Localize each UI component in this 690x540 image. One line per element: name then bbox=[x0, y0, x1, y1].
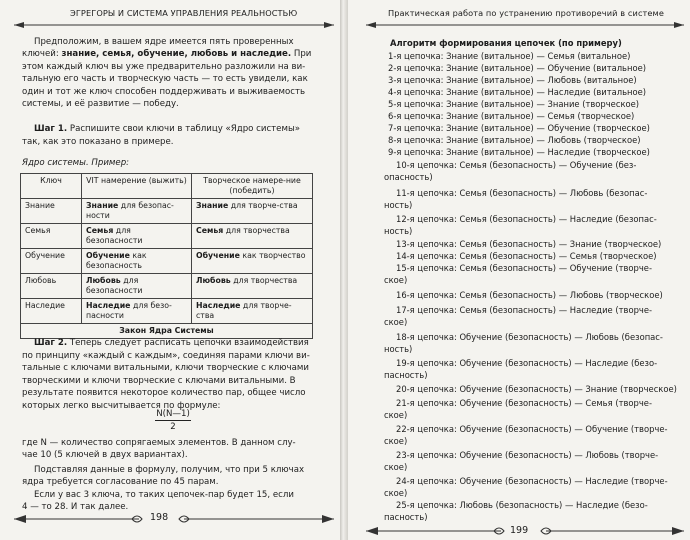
chain-line: ское) bbox=[384, 462, 408, 472]
row-creative: Любовь для творчества bbox=[191, 274, 312, 299]
chain-line: 11-я цепочка: Семья (безопасность) — Любовь (безопас- bbox=[396, 188, 648, 198]
row-creative: Обучение как творчество bbox=[191, 249, 312, 274]
step1-line2: так, как это показано в примере. bbox=[22, 137, 174, 147]
header-ornament-rule bbox=[14, 20, 334, 30]
header-ornament-rule bbox=[366, 20, 684, 30]
row-vit: Семья для безопасности bbox=[82, 224, 192, 249]
row-vit: Обучение как безопасность bbox=[82, 249, 192, 274]
chain-line: ское) bbox=[384, 275, 408, 285]
para1-line3: этом каждый ключ вы уже предварительно разложили на ви- bbox=[22, 62, 306, 72]
chain-line: пасность) bbox=[384, 370, 428, 380]
table-row bbox=[21, 299, 313, 324]
step1-line1: Шаг 1. Распишите свои ключи в таблицу «Ядро системы» bbox=[34, 124, 300, 134]
after1-line1: где N — количество сопрягаемых элементов. В данном слу- bbox=[22, 438, 296, 448]
chain-line: 12-я цепочка: Семья (безопасность) — Наследие (безопас- bbox=[396, 214, 657, 224]
page-number-left: 198 bbox=[150, 512, 169, 523]
row-creative: Семья для творчества bbox=[191, 224, 312, 249]
row-vit: Наследие для безо-пасности bbox=[82, 299, 192, 324]
row-key: Обучение bbox=[21, 249, 82, 274]
table-row bbox=[21, 199, 313, 224]
chain-line: 24-я цепочка: Обучение (безопасность) — Наследие (творче- bbox=[396, 476, 668, 486]
row-creative: Знание для творче-ства bbox=[191, 199, 312, 224]
step2-line4: творческими и ключи творческие с ключами витальными. В bbox=[22, 376, 296, 386]
step2-line1: Шаг 2. Теперь следует расписать цепочки взаимодействия bbox=[34, 338, 309, 348]
chain-line: 25-я цепочка: Любовь (безопасность) — Наследие (безо- bbox=[396, 500, 648, 510]
para1-line4: тальную его часть и творческую часть — то есть увидели, как bbox=[22, 74, 308, 84]
table-header-row bbox=[21, 174, 313, 199]
para1-line1: Предположим, в вашем ядре имеется пять проверенных bbox=[34, 37, 294, 47]
row-key: Семья bbox=[21, 224, 82, 249]
running-head-left: ЭГРЕГОРЫ И СИСТЕМА УПРАВЛЕНИЯ РЕАЛЬНОСТЬЮ bbox=[70, 8, 298, 18]
after3-line1: Если у вас 3 ключа, то таких цепочек-пар будет 15, если bbox=[34, 490, 294, 500]
left-page bbox=[0, 0, 340, 540]
row-vit: Знание для безопас-ности bbox=[82, 199, 192, 224]
para1-line2: ключей: знание, семья, обучение, любовь и наследие. При bbox=[22, 49, 312, 59]
chain-line: пасность) bbox=[384, 512, 428, 522]
chain-line: 6-я цепочка: Знание (витальное) — Семья (творческое) bbox=[388, 111, 635, 121]
chain-line: 3-я цепочка: Знание (витальное) — Любовь (витальное) bbox=[388, 75, 637, 85]
chain-line: 19-я цепочка: Обучение (безопасность) — Наследие (безо- bbox=[396, 358, 658, 368]
core-system-table bbox=[20, 173, 313, 339]
chain-line: 1-я цепочка: Знание (витальное) — Семья (витальное) bbox=[388, 51, 631, 61]
after3-line2: 4 — то 28. И так далее. bbox=[22, 502, 129, 512]
footer-ornament-rule bbox=[14, 512, 334, 526]
algorithm-title: Алгоритм формирования цепочек (по примеру) bbox=[390, 38, 622, 48]
table-row bbox=[21, 274, 313, 299]
row-vit: Любовь для безопасности bbox=[82, 274, 192, 299]
after2-line1: Подставляя данные в формулу, получим, что при 5 ключах bbox=[34, 465, 305, 475]
chain-line: 10-я цепочка: Семья (безопасность) — Обучение (без- bbox=[396, 160, 637, 170]
para1-line5: один и тот же ключ способен поддерживать и выживаемость bbox=[22, 87, 306, 97]
chain-line: ское) bbox=[384, 410, 408, 420]
chain-line: 8-я цепочка: Знание (витальное) — Любовь (творческое) bbox=[388, 135, 641, 145]
chain-line: 13-я цепочка: Семья (безопасность) — Знание (творческое) bbox=[396, 239, 662, 249]
chain-line: 14-я цепочка: Семья (безопасность) — Семья (творческое) bbox=[396, 251, 657, 261]
page-number-right: 199 bbox=[510, 525, 529, 536]
book-gutter bbox=[340, 0, 348, 540]
table-row bbox=[21, 224, 313, 249]
chain-line: 15-я цепочка: Семья (безопасность) — Обучение (творче- bbox=[396, 263, 652, 273]
chain-line: ское) bbox=[384, 436, 408, 446]
row-creative: Наследие для творче-ства bbox=[191, 299, 312, 324]
after1-line2: чае 10 (5 ключей в двух вариантах). bbox=[22, 450, 188, 460]
row-key: Наследие bbox=[21, 299, 82, 324]
formula-numerator: N(N—1) bbox=[156, 409, 190, 419]
chain-line: 21-я цепочка: Обучение (безопасность) — Семья (творче- bbox=[396, 398, 652, 408]
chain-line: 17-я цепочка: Семья (безопасность) — Наследие (творче- bbox=[396, 305, 653, 315]
table-row bbox=[21, 249, 313, 274]
chain-line: 23-я цепочка: Обучение (безопасность) — Любовь (творче- bbox=[396, 450, 659, 460]
chain-line: 7-я цепочка: Знание (витальное) — Обучение (творческое) bbox=[388, 123, 650, 133]
header-vit: VIT намерение (выжить) bbox=[82, 174, 192, 199]
chain-line: 5-я цепочка: Знание (витальное) — Знание (творческое) bbox=[388, 99, 640, 109]
chain-line: 18-я цепочка: Обучение (безопасность) — Любовь (безопас- bbox=[396, 332, 663, 342]
step2-line3: тальные с ключами витальными, ключи творческие с ключами bbox=[22, 363, 309, 373]
chain-line: 16-я цепочка: Семья (безопасность) — Любовь (творческое) bbox=[396, 290, 663, 300]
chain-line: 4-я цепочка: Знание (витальное) — Наследие (витальное) bbox=[388, 87, 647, 97]
running-head-right: Практическая работа по устранению противоречий в системе bbox=[388, 8, 664, 18]
step2-line2: по принципу «каждый с каждым», соединяя парами ключи ви- bbox=[22, 351, 310, 361]
right-page bbox=[348, 0, 690, 540]
step2-line5: результате появится некоторое количество пар, общее число bbox=[22, 388, 306, 398]
row-key: Знание bbox=[21, 199, 82, 224]
chain-line: 22-я цепочка: Обучение (безопасность) — Обучение (творче- bbox=[396, 424, 668, 434]
chain-line: ское) bbox=[384, 317, 408, 327]
chain-line: 9-я цепочка: Знание (витальное) — Наследие (творческое) bbox=[388, 147, 650, 157]
row-key: Любовь bbox=[21, 274, 82, 299]
table-footer: Закон Ядра Системы bbox=[21, 324, 313, 339]
after2-line2: ядра требуется согласование по 45 парам. bbox=[22, 477, 219, 487]
chain-line: ское) bbox=[384, 488, 408, 498]
chain-line: 2-я цепочка: Знание (витальное) — Обучение (витальное) bbox=[388, 63, 647, 73]
header-creative: Творческое намере-ние (победить) bbox=[191, 174, 312, 199]
table-caption: Ядро системы. Пример: bbox=[22, 158, 130, 168]
step2-line6: которых легко высчитывается по формуле: bbox=[22, 401, 221, 411]
chain-line: ность) bbox=[384, 200, 413, 210]
chain-line: ность) bbox=[384, 226, 413, 236]
chain-line: 20-я цепочка: Обучение (безопасность) — Знание (творческое) bbox=[396, 384, 677, 394]
header-key: Ключ bbox=[21, 174, 82, 199]
chain-line: опасность) bbox=[384, 172, 433, 182]
para1-line6: системы, и её развитие — победу. bbox=[22, 99, 179, 109]
formula-denominator: 2 bbox=[170, 422, 176, 432]
pairs-formula bbox=[155, 408, 191, 434]
chain-line: ность) bbox=[384, 344, 413, 354]
